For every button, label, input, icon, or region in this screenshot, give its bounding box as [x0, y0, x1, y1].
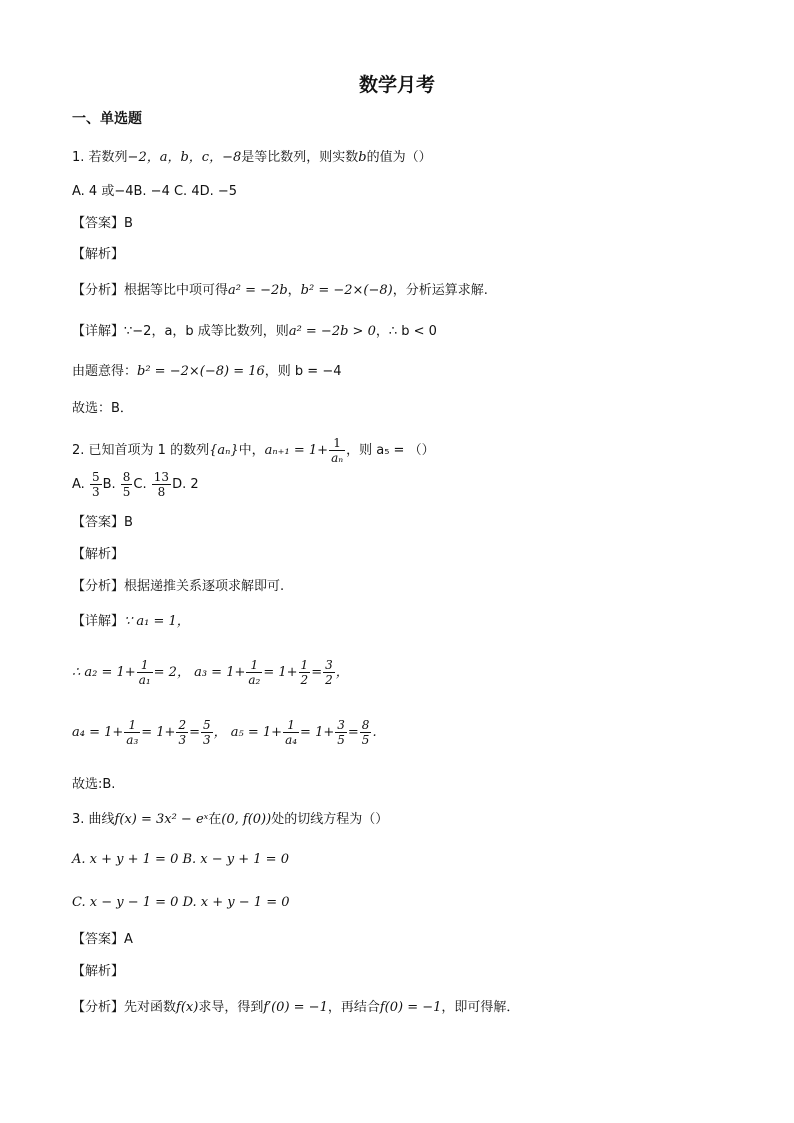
q2-seq: {aₙ}	[209, 443, 239, 458]
q2-l2-mid3: ， a₅ = 1+	[213, 725, 283, 740]
q1-xiangjie-eq: a² = −2b > 0	[288, 324, 376, 339]
q1-answer: 【答案】B	[72, 216, 133, 231]
q2-stem-a: 2. 已知首项为 1 的数列	[72, 443, 210, 458]
q1-fenxi-eq1: a² = −2b	[228, 283, 288, 298]
q2-l2-n6: 8	[361, 718, 370, 732]
q3-options-ab: A. x + y + 1 = 0 B. x − y + 1 = 0	[72, 852, 289, 867]
q2-opt-b-num: 8	[122, 470, 131, 484]
q1-stem	[72, 148, 432, 168]
q3-answer: 【答案】A	[72, 932, 133, 947]
q2-choose: 故选:B.	[72, 777, 116, 792]
q1-xiangjie-a: ∵−2，a，b 成等比数列，则	[124, 324, 289, 339]
q1-stem-c: 的值为（）	[366, 150, 432, 165]
q2-opt-c: C.	[133, 477, 147, 492]
q2-l1-n2: 1	[246, 658, 262, 673]
q2-l2-d5: 5	[337, 733, 345, 747]
q3-func: f(x) = 3x² − eˣ	[114, 812, 209, 827]
q2-l1-d2: a₂	[248, 673, 261, 687]
q2-xiangjie	[72, 612, 190, 632]
q1-line2	[72, 362, 342, 382]
q2-l1-pre: ∴ a₂ = 1+	[72, 665, 136, 680]
q2-rec-frac	[329, 436, 345, 465]
q2-opt-d: D. 2	[172, 477, 199, 492]
q2-l2-frac4	[283, 718, 299, 747]
q1-fenxi-a: 根据等比中项可得	[124, 283, 229, 298]
q3-stem-a: 3. 曲线	[72, 812, 115, 827]
q2-opt-a: A.	[72, 477, 85, 492]
q2-l2-pre: a₄ = 1+	[72, 725, 124, 740]
q2-l1-frac4	[323, 658, 335, 687]
q2-l1-n3: 1	[300, 658, 309, 672]
q1-seq: −2，a，b，c，−8	[127, 150, 242, 165]
q1-line2-eq: b² = −2×(−8) = 16	[137, 364, 265, 379]
q2-l1-d3: 2	[300, 673, 309, 687]
q2-opt-b: B.	[102, 477, 116, 492]
q2-l2-d1: a₃	[126, 733, 139, 747]
q2-l2-n5: 3	[337, 718, 345, 732]
q3-fenxi-eq1: f′(0) = −1	[263, 1000, 328, 1015]
q2-stem-c: ，则 a₅ = （）	[346, 443, 435, 458]
q3-stem-c: 处的切线方程为（）	[271, 812, 389, 827]
q3-fenxi	[72, 998, 519, 1018]
q1-fenxi-b: ，分析运算求解.	[392, 283, 488, 298]
q1-fenxi-label: 【分析】	[72, 283, 125, 298]
q3-fenxi-label: 【分析】	[72, 1000, 125, 1015]
q2-l2-d4: a₄	[285, 733, 298, 747]
q2-work-line2	[72, 718, 377, 747]
q2-opt-a-num: 5	[91, 470, 100, 484]
q2-l1-n1: 1	[137, 658, 153, 673]
q2-l1-mid1: = 2， a₃ = 1+	[153, 665, 246, 680]
q2-xiangjie-label: 【详解】	[72, 614, 125, 629]
q2-l1-frac1	[137, 658, 153, 687]
q2-work-line1	[72, 658, 349, 687]
q2-l2-n4: 1	[283, 718, 299, 733]
q2-stem-b: 中，	[238, 443, 265, 458]
q2-fenxi: 【分析】根据递推关系逐项求解即可.	[72, 579, 285, 594]
q2-l2-mid4: = 1+	[300, 725, 335, 740]
q1-stem-b: 是等比数列，则实数	[241, 150, 359, 165]
q1-choose: 故选：B．	[72, 401, 133, 416]
q2-opt-a-den: 3	[91, 485, 100, 499]
q3-point: (0, f(0))	[221, 812, 272, 827]
q2-l2-d6: 5	[361, 733, 370, 747]
q2-opt-b-den: 5	[122, 485, 131, 499]
q3-stem-b: 在	[208, 812, 222, 827]
q3-options-cd: C. x − y − 1 = 0 D. x + y − 1 = 0	[72, 895, 290, 910]
q2-l2-frac3	[201, 718, 213, 747]
q2-xiangjie-a: ∵ a₁ = 1，	[124, 614, 190, 629]
q2-l1-mid2: = 1+	[263, 665, 298, 680]
q2-opt-a-frac	[90, 470, 102, 499]
q2-l2-frac2	[176, 718, 188, 747]
q1-xiangjie-b: ，∴ b < 0	[375, 324, 437, 339]
q2-opt-c-den: 8	[157, 485, 166, 499]
q2-l1-frac2	[246, 658, 262, 687]
q2-l2-mid1: = 1+	[141, 725, 176, 740]
q3-fenxi-a: 先对函数	[124, 1000, 177, 1015]
page-title: 数学月考	[358, 74, 435, 96]
q2-l1-d4: 2	[325, 673, 333, 687]
q2-l2-frac6	[360, 718, 372, 747]
q1-fenxi-sep: ，	[287, 283, 301, 298]
q1-var: b	[358, 150, 367, 165]
q2-analysis-label: 【解析】	[72, 547, 125, 562]
q2-rec-den: aₙ	[331, 451, 344, 465]
q2-l2-n3: 5	[203, 718, 211, 732]
q2-l1-mid3: =	[311, 665, 323, 680]
q2-rec-lhs: aₙ₊₁ = 1+	[264, 443, 329, 458]
q2-l2-d3: 3	[203, 733, 211, 747]
q1-stem-a: 1. 若数列	[72, 150, 128, 165]
q2-l1-frac3	[299, 658, 311, 687]
q2-l2-mid5: =	[347, 725, 359, 740]
q2-l1-end: ，	[335, 665, 349, 680]
q2-l2-frac1	[124, 718, 140, 747]
q2-l2-frac5	[335, 718, 347, 747]
q2-options	[72, 470, 199, 499]
q2-l2-d2: 3	[178, 733, 187, 747]
q2-answer: 【答案】B	[72, 515, 133, 530]
q2-opt-c-frac	[152, 470, 171, 499]
q2-rec-num: 1	[329, 436, 345, 451]
q1-fenxi	[72, 281, 488, 301]
q3-fenxi-c: ，再结合	[327, 1000, 380, 1015]
q2-l2-end: .	[372, 725, 377, 740]
q2-l1-n4: 3	[325, 658, 333, 672]
q2-opt-b-frac	[121, 470, 133, 499]
q2-l2-mid2: =	[189, 725, 201, 740]
q1-xiangjie-label: 【详解】	[72, 324, 125, 339]
q2-stem	[72, 436, 435, 465]
q2-l2-n1: 1	[124, 718, 140, 733]
q3-stem	[72, 810, 388, 830]
q2-l1-d1: a₁	[138, 673, 151, 687]
q3-fenxi-eq2: f(0) = −1	[379, 1000, 442, 1015]
q3-fenxi-f: f(x)	[176, 1000, 199, 1015]
q2-l2-n2: 2	[178, 718, 187, 732]
q1-options: A. 4 或−4B. −4 C. 4D. −5	[72, 184, 238, 199]
q2-opt-c-num: 13	[153, 470, 170, 484]
q1-analysis-label: 【解析】	[72, 247, 125, 262]
section-heading: 一、单选题	[72, 111, 142, 127]
q1-line2-b: ，则 b = −4	[264, 364, 342, 379]
q1-line2-a: 由题意得：	[72, 364, 138, 379]
q3-fenxi-d: ，即可得解．	[441, 1000, 520, 1015]
q1-xiangjie	[72, 322, 437, 342]
q3-analysis-label: 【解析】	[72, 964, 125, 979]
q3-fenxi-b: 求导，得到	[198, 1000, 264, 1015]
q1-fenxi-eq2: b² = −2×(−8)	[300, 283, 393, 298]
